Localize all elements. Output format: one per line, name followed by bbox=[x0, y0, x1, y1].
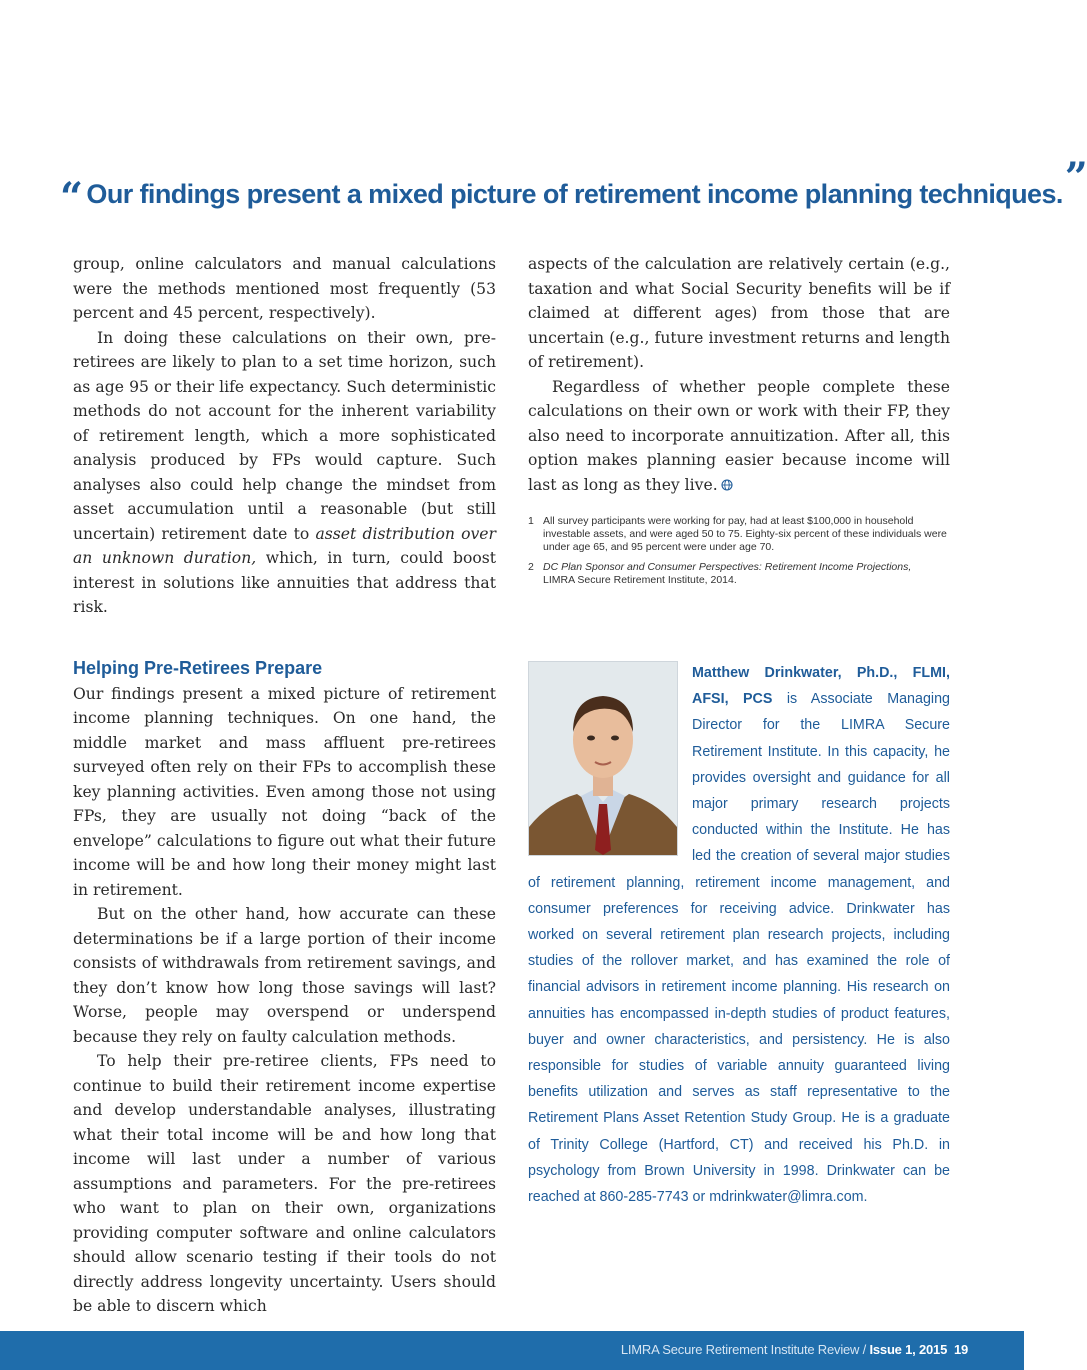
body-paragraph: group, online calculators and manual calculations were the methods mentioned most frequently (53 percent and 45 percent, respectively). bbox=[73, 255, 496, 322]
page-number: 19 bbox=[953, 1342, 968, 1357]
footer-text bbox=[621, 1342, 968, 1357]
footnote-title: DC Plan Sponsor and Consumer Perspectives: Retirement Income Projections, bbox=[543, 561, 912, 573]
publication-name: LIMRA Secure Retirement Institute Review / bbox=[620, 1342, 867, 1357]
italic-phrase: asset distribution over an unknown duration, bbox=[73, 524, 496, 567]
globe-end-mark-icon bbox=[721, 479, 733, 491]
pull-quote-text: Our findings present a mixed picture of retirement income planning techniques. bbox=[86, 179, 1063, 209]
body-paragraph bbox=[528, 375, 950, 498]
left-column bbox=[73, 252, 496, 1319]
footnote-body bbox=[543, 561, 950, 587]
body-paragraph: But on the other hand, how accurate can these determinations be if a large portion of their income consists of withdrawals from retirement savings, and they don’t know how long those savings will last? Worse, people may overspend or underspend because they rely on faulty calculation methods. bbox=[73, 905, 496, 1046]
body-paragraph bbox=[73, 326, 496, 620]
footnotes bbox=[528, 515, 950, 594]
issue-label: Issue 1, 2015 bbox=[869, 1342, 948, 1357]
paragraph-text: which, in turn, could boost interest in solutions like annuities that address that risk. bbox=[73, 549, 496, 616]
footer-bar bbox=[0, 1331, 1024, 1370]
close-quote-mark: ” bbox=[1064, 154, 1087, 201]
footnote-text: All survey participants were working for pay, had at least $100,000 in household investable assets, and were aged 50 to 75. Eighty-six percent of these individuals were under age 65, and 95 percent were under age 70. bbox=[543, 515, 947, 553]
author-name: Matthew Drinkwater, Ph.D., FLMI, AFSI, PCS bbox=[692, 665, 950, 708]
right-column bbox=[528, 252, 950, 497]
footnote-number: 1 bbox=[528, 515, 534, 527]
paragraph-text: In doing these calculations on their own, pre-retirees are likely to plan to a set time horizon, such as age 95 or their life expectancy. Such deterministic methods do not account for the inherent variability of retirement length, which a more sophisticated analysis produced by FPs would capture. Such analyses also could help change the mindset from asset accumulation until a reasonable (but still uncertain) retirement date to bbox=[73, 328, 496, 543]
author-photo bbox=[528, 661, 678, 856]
open-quote-mark: “ bbox=[60, 174, 83, 221]
footnote-text: LIMRA Secure Retirement Institute, 2014. bbox=[543, 574, 737, 586]
pull-quote bbox=[60, 154, 1087, 221]
footnote bbox=[528, 561, 950, 587]
author-bio bbox=[528, 660, 950, 1210]
author-portrait-image bbox=[529, 662, 677, 855]
footnote-number: 2 bbox=[528, 561, 534, 573]
body-paragraph: To help their pre-retiree clients, FPs need to continue to build their retirement income expertise and develop understandable analyses, illustrating what their total income will be and how long that income will last under a number of various assumptions and parameters. For the pre-retirees who want to plan on their own, organizations providing computer software and online calculators should allow scenario testing if their tools do not directly address longevity uncertainty. Users should be able to discern which bbox=[73, 1052, 496, 1315]
body-paragraph: Our findings present a mixed picture of retirement income planning techniques. On one hand, the middle market and mass affluent pre-retirees surveyed often rely on their FPs to accomplish these key planning activities. Even among those not using FPs, they are usually not doing “back of the envelope” calculations to figure out what their future income will be and how long their money might last in retirement. bbox=[73, 684, 496, 899]
author-bio-text: is Associate Managing Director for the LIMRA Secure Retirement Institute. In this capacity, he provides oversight and guidance for all major primary research projects conducted within the Institute. He has led the creation of several major studies of retirement planning, retirement income management, and consumer preferences for receiving advice. Drinkwater has worked on several retirement plan research projects, including studies of the rollover market, and has examined the role of financial advisors in retirement income planning. His research on annuities has encompassed in-depth studies of product features, buyer and owner characteristics, and persistency. He is also responsible for studies of variable annuity guaranteed living benefits utilization and serves as staff representative to the Retirement Plans Asset Retention Study Group. He is a graduate of Trinity College (Hartford, CT) and received his Ph.D. in psychology from Brown University in 1998. Drinkwater can be reached at 860-285-7743 or mdrinkwater@limra.com. bbox=[528, 691, 950, 1206]
footnote bbox=[528, 515, 950, 554]
paragraph-text: Regardless of whether people complete these calculations on their own or work with their FP, they also need to incorporate annuitization. After all, this option makes planning easier because income will last as long as they live. bbox=[528, 377, 950, 494]
body-paragraph: aspects of the calculation are relatively certain (e.g., taxation and what Social Security benefits will be if claimed at different ages) from those that are uncertain (e.g., future investment returns and length of retirement). bbox=[528, 255, 950, 371]
section-heading: Helping Pre-Retirees Prepare bbox=[73, 657, 323, 678]
